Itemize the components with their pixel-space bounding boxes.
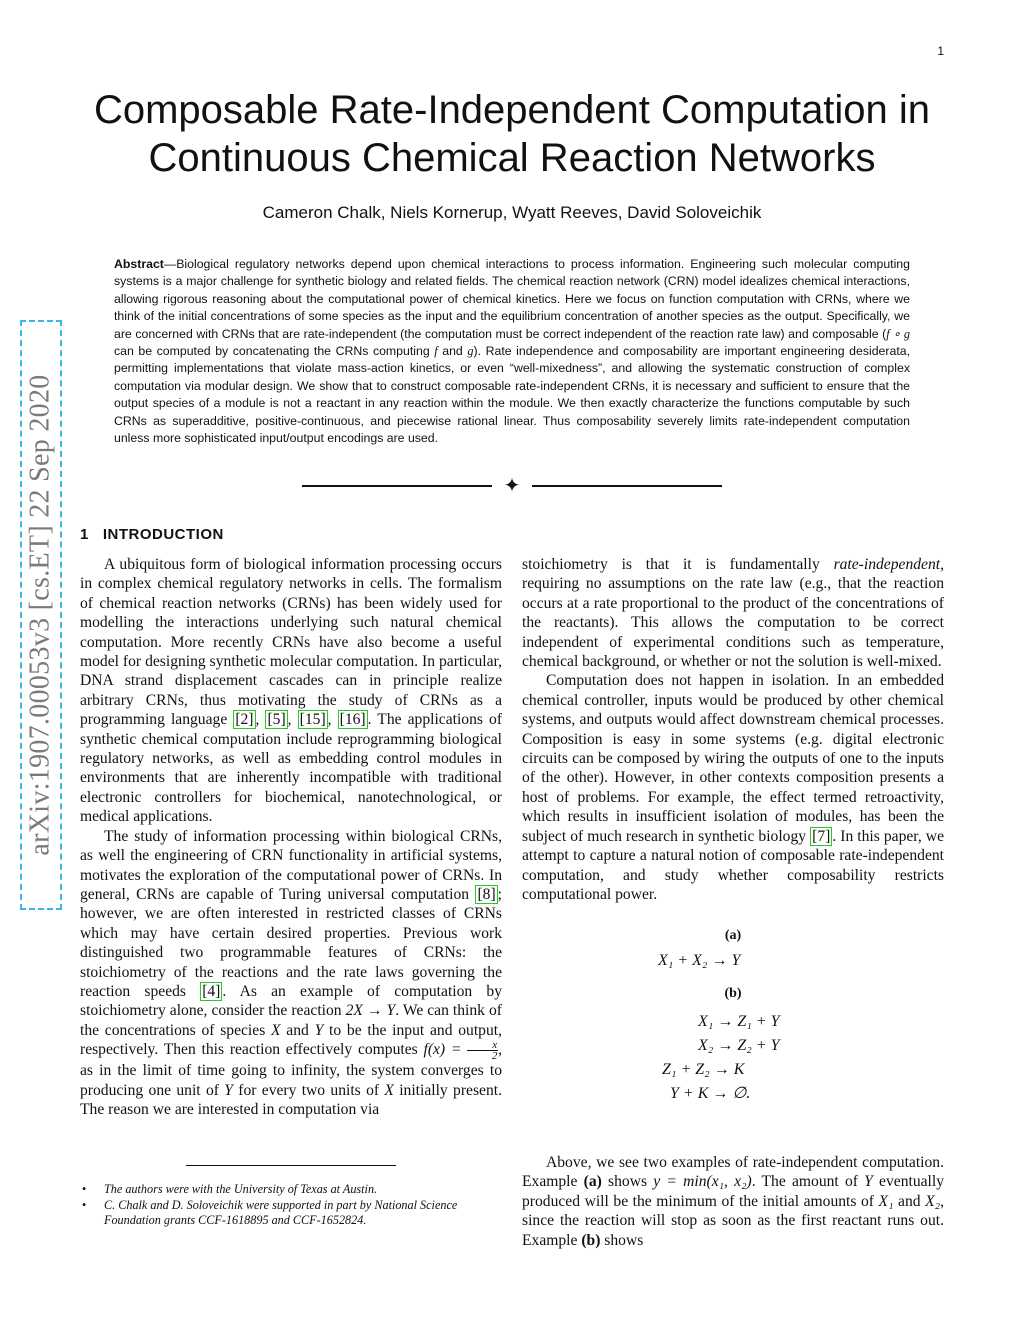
separator-diamond-icon: ✦ (503, 475, 521, 497)
text-run: initially present. The reason we are interested in computation via (80, 1081, 502, 1118)
text-run: stoichiometry is that it is fundamentally (522, 556, 834, 573)
math-fraction (467, 1040, 498, 1061)
text-run: and (280, 1021, 315, 1039)
author-list: Cameron Chalk, Niels Kornerup, Wyatt Reeves, David Soloveichik (262, 203, 762, 222)
citation-link[interactable]: [5] (267, 711, 286, 729)
citation-link[interactable]: [15] (299, 711, 326, 729)
equation-line: X₁ → Z₁ + Y (698, 1012, 780, 1030)
footnote-item (80, 1198, 504, 1229)
math-X: X (384, 1081, 394, 1099)
text-run: . The applications of synthetic chemical computation include reprogramming biological regulatory networks, as well as embedding control modules in environments that are inherently incompatible with traditional electronic controllers for biochemical, nanotechnological, or medical applications. (80, 711, 503, 826)
abstract-text: can be computed by concatenating the CRNs computing (114, 344, 435, 359)
text-run: The study of information processing within biological CRNs, as well the engineering of CRN functionality in artificial systems, motivates the exploration of the computational power of CRNs. In general, CRNs are capable of Turing universal computation (80, 827, 502, 903)
paragraph (522, 671, 944, 904)
page-number: 1 (937, 44, 944, 58)
text-run: and (893, 1192, 926, 1210)
text-run: Above, we see two examples of rate-independent computation. Example (522, 1154, 944, 1191)
footnotes (80, 1182, 504, 1229)
example-b-label: (b) (724, 986, 742, 1002)
paragraph (80, 827, 502, 1120)
paragraph (522, 1153, 944, 1250)
example-a-label: (a) (724, 928, 742, 944)
section-title: INTRODUCTION (102, 526, 224, 543)
math-composition: f ∘ g (886, 326, 910, 341)
text-run: , as in the limit of time going to infinity, the system converges to producing one unit of (80, 1041, 502, 1099)
example-b-equations (522, 1010, 944, 1106)
math-Y: Y (864, 1173, 873, 1191)
text-run: eventually produced will be the minimum of the initial amounts of (522, 1173, 945, 1210)
text-run: ; however, we are often interested in restricted classes of CRNs which may have certain desired properties. Previous work distinguished two programmable features of CRNs: the stoichiometry of the reactions and the rate laws governing the reaction speeds (80, 885, 502, 1000)
citation-link[interactable]: [2] (235, 711, 254, 729)
title-line-1: Composable Rate-Independent Computation in (93, 88, 931, 132)
citation-link[interactable]: [8] (477, 885, 496, 903)
math-Y: Y (314, 1021, 324, 1039)
title-line-2: Continuous Chemical Reaction Networks (148, 136, 876, 180)
math-fx: f(x) = (423, 1041, 462, 1059)
right-column (522, 555, 944, 1106)
text-run: , requiring no assumptions on the rate law (e.g., that the reaction occurs at a rate proportional to the product of the concentrations of the reactants). This allows the computation to be correct independent of experimental conditions such as temperature, chemical background, or whether or not the solution is well-mixed. (522, 556, 944, 671)
bold-label: (b) (581, 1231, 601, 1249)
text-run: Computation does not happen in isolation. In an embedded chemical controller, inputs would be produced by other chemical systems, and outputs would affect downstream chemical processes. Composition is easy in some systems (e.g. digital electronic circuits can be composed by wiring the outputs of one to the inputs of the other). However, in other contexts composition presents a host of problems. For example, the effect termed retroactivity, which results in insufficient isolation of modules, has been the subject of much research in synthetic biology (522, 672, 944, 845)
text-run: . As an example of computation by stoichiometry alone, consider the reaction (80, 982, 502, 1020)
paper-title (60, 86, 964, 182)
math-Y: Y (224, 1081, 233, 1099)
text-run: . In this paper, we attempt to capture a natural notion of composable rate-independent computation, and study whether composability restricts computational power. (522, 827, 944, 903)
text-run: . The amount of (751, 1173, 865, 1191)
footnote-rule (186, 1165, 396, 1166)
fraction-numerator: x (467, 1040, 498, 1051)
right-column-continued (522, 1153, 944, 1250)
text-run: , since the reaction will stop as soon as the first reactant runs out. Example (522, 1192, 944, 1249)
abstract-label: Abstract (114, 257, 164, 271)
footnote-text: The authors were with the University of Texas at Austin. (104, 1182, 378, 1196)
math-f: f (434, 344, 438, 359)
paragraph: A ubiquitous form of biological information processing occurs in complex chemical regulatory networks in cells. The formalism of chemical reaction networks (CRNs) has been widely used for modelling the interactions underlying such natural chemical computation. More recently CRNs have also become a useful model for designing synthetic molecular computation. In particular, DNA strand displacement cascades can in principle realize arbitrary CRNs, thus motivating the study of CRNs as a programming language [2] , [5] , [15] , [16] . The applications of synthetic chemical computation include reprogramming biological regulatory networks, as well as embedding control modules in environments that are inherently incompatible with traditional electronic controllers for biochemical, nanotechnological, or medical applications. (80, 556, 503, 826)
citation-link[interactable]: [16] (339, 711, 366, 729)
math-X2: X₂ (925, 1192, 941, 1210)
separator-rule-right (532, 485, 722, 487)
bullet-icon: • (82, 1197, 87, 1212)
arxiv-identifier-text: arXiv:1907.00053v3 [cs.ET] 22 Sep 2020 (25, 374, 56, 856)
equation-line: Y + K → ∅. (670, 1084, 751, 1102)
emphasis-text: rate-independent (833, 556, 941, 573)
footnote-text: C. Chalk and D. Soloveichik were supported in part by National Science Foundation grants CCF-1618895 and CCF-1652824. (104, 1197, 458, 1227)
paragraph (522, 555, 944, 671)
citation-link[interactable]: [7] (812, 827, 831, 845)
separator-rule-left (302, 485, 492, 487)
example-a-equation: X₁ + X₂ → Y (658, 951, 741, 969)
text-run: . We can think of the concentrations of species (80, 1002, 502, 1039)
math-X1: X₁ (878, 1192, 894, 1210)
text-run: shows (601, 1173, 654, 1191)
math-reaction: 2X → Y (345, 1002, 396, 1020)
citation-link[interactable]: [4] (202, 982, 221, 1000)
text-run: A ubiquitous form of biological information processing occurs in complex chemical regulatory networks in cells. The formalism of chemical reaction networks (CRNs) has been widely used for modelling the interactions underlying such natural chemical computation. More recently CRNs have also become a useful model for designing synthetic molecular computation. In particular, DNA strand displacement cascades can in principle realize arbitrary CRNs, thus motivating the study of CRNs as a programming language (80, 556, 502, 729)
text-run: shows (600, 1231, 644, 1249)
fraction-denominator: 2 (491, 1050, 498, 1063)
abstract-text: and (437, 344, 468, 359)
abstract-text: ). Rate independence and composability are important engineering desiderata, permitting implementations that violate mass-action kinetics, or even “well-mixedness”, and allowing the systematic construction of complex computation via modular design. We show that to construct composable rate-independent CRNs, it is necessary and sufficient to ensure that the output species of a module is not a reactant in any reaction within the module. We then exactly characterize the functions computable by such CRNs as superadditive, positive-continuous, and piecewise rational linear. Thus composability severely limits rate-independent computation unless more sophisticated input/output encodings are used. (114, 344, 910, 446)
arxiv-identifier-stamp[interactable] (20, 320, 62, 910)
text-run: to be the input and output, respectively. Then this reaction effectively computes (80, 1021, 503, 1059)
math-X: X (271, 1021, 281, 1039)
bold-label: (a) (583, 1173, 602, 1191)
left-column (80, 555, 502, 1119)
equation-line: Z₁ + Z₂ → K (662, 1060, 745, 1078)
section-heading (80, 526, 224, 543)
math-min: y = min(x₁, x₂) (653, 1173, 752, 1191)
bullet-icon: • (82, 1182, 87, 1196)
section-number: 1 (80, 526, 89, 543)
footnote-item (80, 1182, 504, 1198)
text-run: for every two units of (232, 1081, 385, 1099)
abstract-text: —Biological regulatory networks depend upon chemical interactions to process information. Engineering such molecular computing systems is a major challenge for synthetic biology and related fields. The chemical reaction network (CRN) model idealizes chemical interactions, allowing rigorous reasoning about the computational power of chemical kinetics. Here we focus on function computation with CRNs, where we think of the initial concentrations of some species as the input and the equilibrium concentration of another species as the output. Specifically, we are concerned with CRNs that are rate-independent (the computation must be correct independent of the reaction rate law) and composable ( (114, 257, 910, 341)
abstract (114, 256, 910, 447)
equation-line: X₂ → Z₂ + Y (698, 1036, 780, 1054)
math-g: g (467, 344, 474, 359)
